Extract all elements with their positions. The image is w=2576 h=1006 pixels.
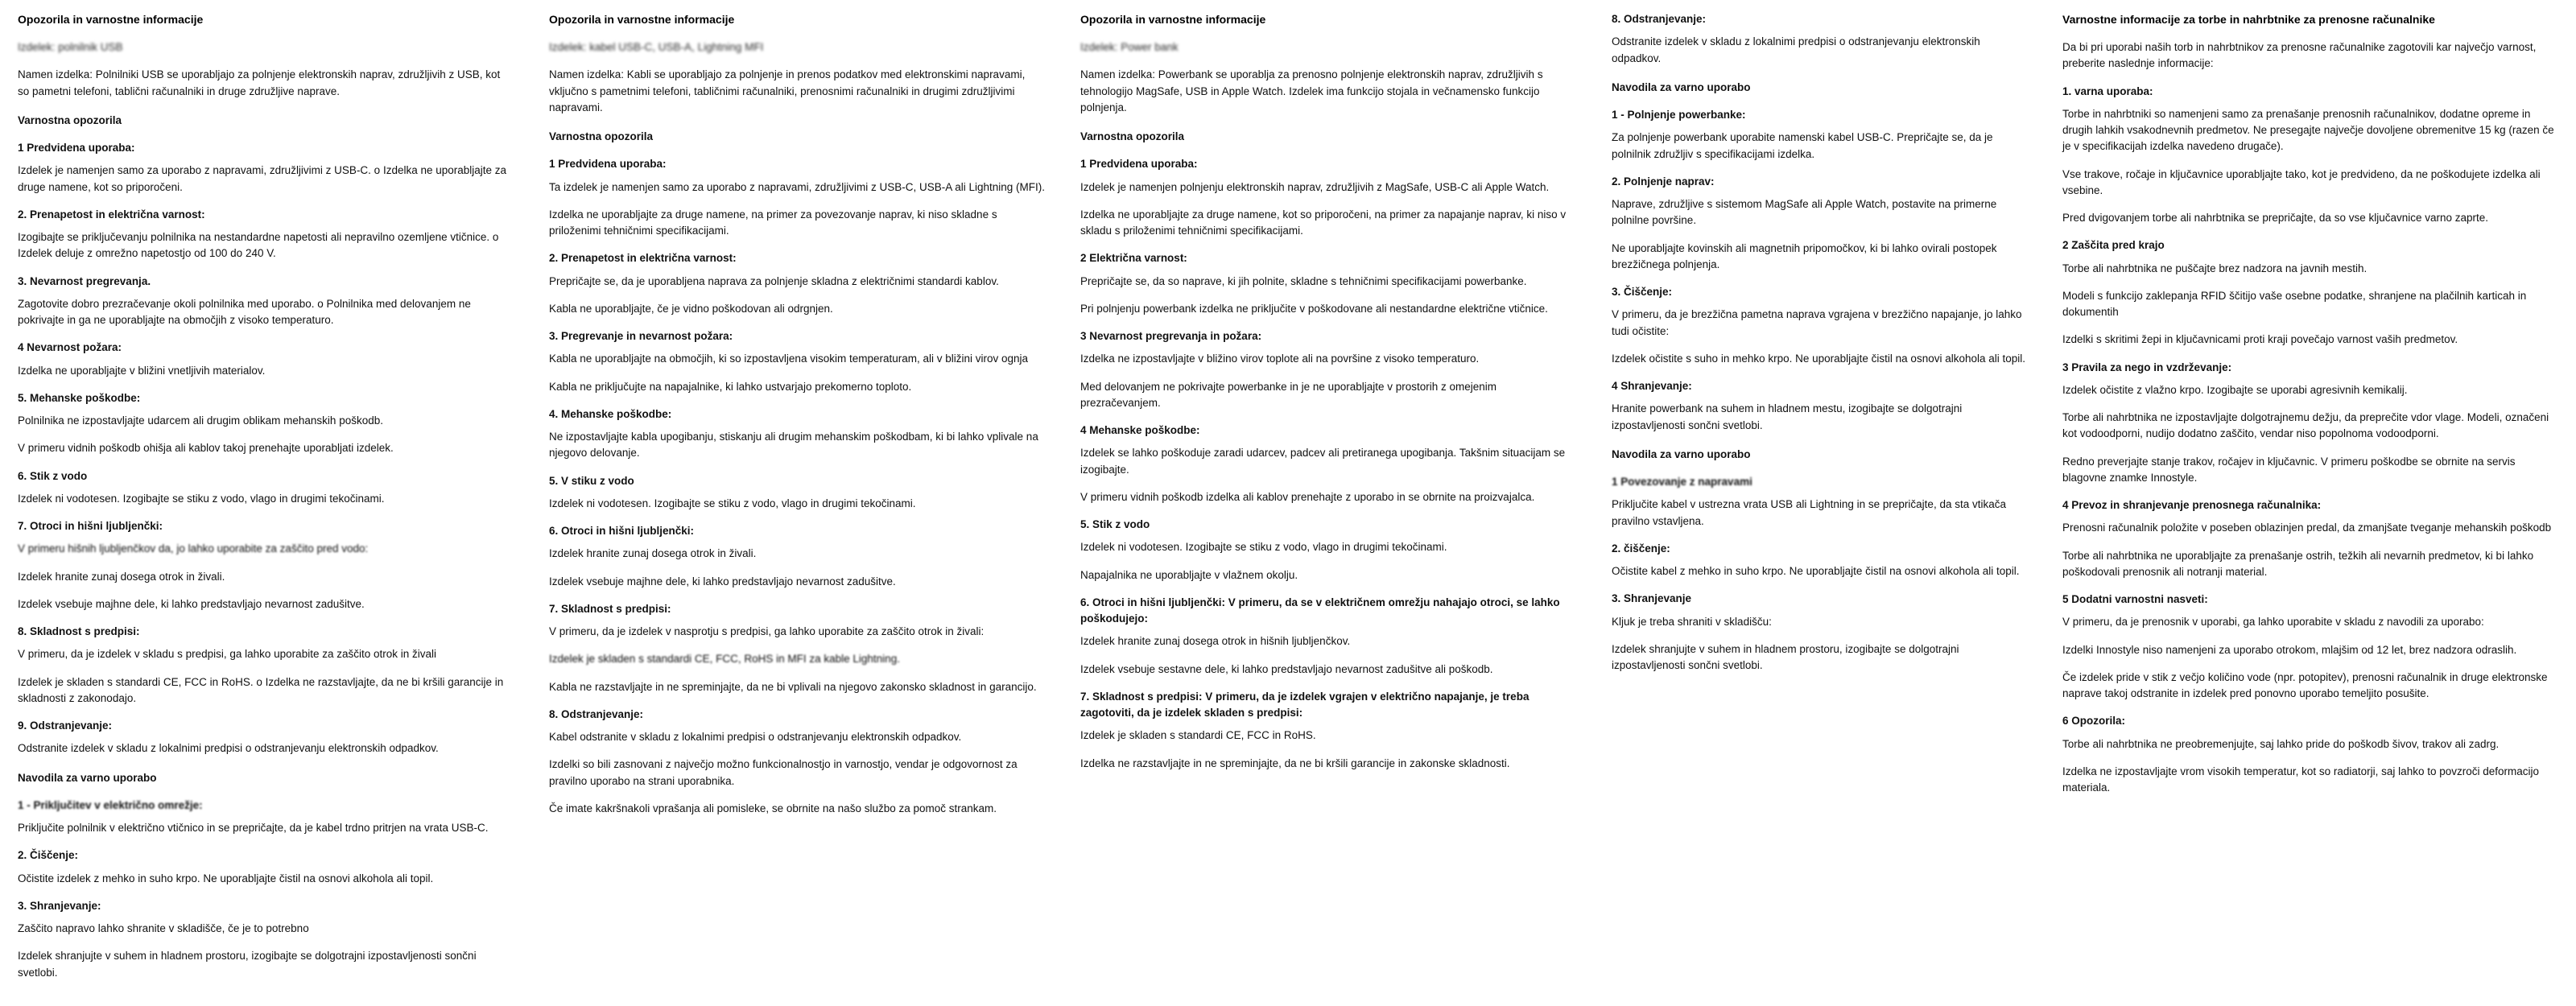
block-paragraph: Kabla ne razstavljajte in ne spreminjajte, da ne bi vplivali na njegovo zakonsko skladnost in garancijo. [549,680,1037,693]
block-paragraph: Torbe ali nahrbtnika ne preobremenjujte, saj lahko pride do poškodb šivov, trakov ali zadrg. [2062,737,2500,750]
usage-paragraph: Izdelek očistite s suho in mehko krpo. Ne uporabljajte čistil na osnovi alkohola ali topil. [1612,352,2026,365]
product-name-line: Izdelek: Power bank [1080,41,1179,53]
usage-heading: 1 - Priključitev v električno omrežje: [18,798,203,811]
block-heading: 2 Električna varnost: [1080,252,1187,265]
block-heading: 5 Dodatni varnostni nasveti: [2062,593,2208,605]
block-heading: 8. Odstranjevanje: [549,707,644,720]
block-paragraph: Izdelek ni vodotesen. Izogibajte se stiku z vodo, vlago in drugimi tekočinami. [18,492,385,505]
block-heading: 5. Mehanske poškodbe: [18,391,141,404]
usage-paragraph: Kljuk je treba shraniti v skladišču: [1612,615,1772,628]
block-paragraph: Odstranite izdelek v skladu z lokalnimi predpisi o odstranjevanju elektronskih odpadkov. [18,742,439,755]
usage-paragraph: Izdelek shranjujte v suhem in hladnem prostoru, izogibajte se dolgotrajni izpostavljenosti sončni svetlobi. [18,950,477,979]
usage-heading: 1 Povezovanje z napravami [1612,476,1752,488]
block-paragraph: Torbe ali nahrbtnika ne izpostavljajte dolgotrajnemu dežju, da preprečite vdor vlage. Modeli, označeni kot vodoodporni, nudijo dodatno zaščito, vendar niso popolnoma vodoodporni. [2062,411,2549,440]
safety-warnings-heading: Varnostna opozorila [549,130,654,142]
block-paragraph: Izdelek je namenjen samo za uporabo z napravami, združljivimi z USB-C. o Izdelka ne uporabljajte za druge namene, kot so priporočeni. [18,164,507,193]
usage-paragraph: Priključite polnilnik v električno vtičnico in se prepričajte, da je kabel trdno pritrjen na vrata USB-C. [18,822,489,834]
product-name-line: Izdelek: polnilnik USB [18,41,123,53]
block-heading: 1 Predvidena uporaba: [18,142,135,154]
usage-paragraph: Hranite powerbank na suhem in hladnem mestu, izogibajte se dolgotrajni izpostavljenosti sončni svetlobi. [1612,402,1963,431]
block-paragraph: V primeru, da je prenosnik v uporabi, ga lahko uporabite v skladu z navodili za uporabo: [2062,616,2484,629]
block-heading: 2. Prenapetost in električna varnost: [18,208,205,221]
block-paragraph: V primeru, da je izdelek v nasprotju s predpisi, ga lahko uporabite za zaščito otrok in živali: [549,625,985,637]
block-heading: 9. Odstranjevanje: [18,719,113,732]
block-heading: 3. Nevarnost pregrevanja. [18,274,151,287]
usage-paragraph: Zaščito napravo lahko shranite v skladišče, če je to potrebno [18,922,309,934]
block-heading: 4 Mehanske poškodbe: [1080,424,1200,436]
block-heading: 3 Pravila za nego in vzdrževanje: [2062,361,2232,373]
block-paragraph: Izdelek ni vodotesen. Izogibajte se stiku z vodo, vlago in drugimi tekočinami. [549,497,916,509]
usage-heading: 4 Shranjevanje: [1612,380,1692,392]
block-paragraph: Izdelki Innostyle niso namenjeni za uporabo otrokom, mlajšim od 12 let, brez nadzora odraslih. [2062,643,2517,656]
block-paragraph: Kabel odstranite v skladu z lokalnimi predpisi o odstranjevanju elektronskih odpadkov. [549,731,962,743]
usage-heading: 3. Shranjevanje: [18,899,101,912]
block-heading: 1 Predvidena uporaba: [549,158,667,171]
block-heading: 6. Otroci in hišni ljubljenčki: [549,525,695,537]
block-heading: 7. Skladnost s predpisi: V primeru, da je izdelek vgrajen v električno napajanje, je treba zagotoviti, da je izdelek skladen s predpisi: [1080,690,1530,719]
block-paragraph: Prenosni računalnik položite v poseben oblazinjen predal, da zmanjšate tveganje mehanskih poškodb [2062,522,2552,534]
block-heading: 5. V stiku z vodo [549,474,634,487]
block-paragraph: Med delovanjem ne pokrivajte powerbanke in je ne uporabljajte v prostorih z omejenim prezračevanjem. [1080,380,1497,409]
block-paragraph: Prepričajte se, da je uporabljena naprava za polnjenje skladna z električnimi standardi kablov. [549,274,999,287]
block-paragraph: Če izdelek pride v stik z večjo količino vode (npr. potopitev), prenosni računalnik in druge elektronske naprave takoj odstranite in izdelek pred ponovno uporabo temeljito posušite. [2062,670,2548,699]
block-paragraph: Izdelek hranite zunaj dosega otrok in hišnih ljubljenčkov. [1080,635,1351,648]
usage-instructions-heading: Navodila za varno uporabo [1612,80,1751,93]
block-paragraph: Izdelek se lahko poškoduje zaradi udarcev, padcev ali pretiranega upogibanja. Takšnim situacijam se izogibajte. [1080,447,1566,476]
block-heading: 6. Otroci in hišni ljubljenčki: V primeru, da se v električnem omrežju nahajajo otroci, se lahko poškodujejo: [1080,596,1560,625]
block-paragraph: Odstranite izdelek v skladu z lokalnimi predpisi o odstranjevanju elektronskih odpadkov. [1612,35,1980,64]
block-paragraph: Ne izpostavljajte kabla upogibanju, stiskanju ali drugim mehanskim poškodbam, ki bi lahko vplivale na njegovo delovanje. [549,431,1038,460]
column-powerbank [1063,11,1594,783]
usage-heading: 1 - Polnjenje powerbanke: [1612,109,1746,121]
block-paragraph: Izogibajte se priključevanju polnilnika na nestandardne napetosti ali nepravilno ozemljene vtičnice. o Izdelek deluje z omrežno napetostjo od 100 do 240 V. [18,231,499,260]
block-paragraph: Izdelka ne uporabljajte v bližini vnetljivih materialov. [18,364,266,377]
usage-paragraph: Za polnjenje powerbank uporabite namenski kabel USB-C. Prepričajte se, da je polnilnik združljiv s specifikacijami izdelka. [1612,131,1993,160]
usage-paragraph: Očistite izdelek z mehko in suho krpo. Ne uporabljajte čistil na osnovi alkohola ali topil. [18,872,434,884]
block-heading: 5. Stik z vodo [1080,518,1150,530]
block-paragraph: Izdelek vsebuje majhne dele, ki lahko predstavljajo nevarnost zadušitve. [18,597,365,610]
block-paragraph: Redno preverjajte stanje trakov, ročajev in ključavnic. V primeru poškodbe se obrnite na servis blagovne znamke Innostyle. [2062,455,2516,484]
product-purpose: Namen izdelka: Kabli se uporabljajo za polnjenje in prenos podatkov med elektronskimi napravami, vključno s pametnimi telefoni, tabličnimi računalniki, prenosnimi računalniki in drugimi združljivimi napravami. [549,68,1026,113]
block-heading: 6 Opozorila: [2062,715,2126,728]
block-paragraph: Kabla ne uporabljajte, če je vidno poškodovan ali odrgnjen. [549,302,833,315]
block-paragraph: V primeru, da je izdelek v skladu s predpisi, ga lahko uporabite za zaščito otrok in živali [18,648,437,661]
block-heading: 1. varna uporaba: [2062,85,2153,97]
usage-paragraph: V primeru, da je brezžična pametna naprava vgrajena v brezžično napajanje, jo lahko tudi očistite: [1612,308,2022,337]
block-heading: 4 Prevoz in shranjevanje prenosnega računalnika: [2062,499,2322,511]
block-paragraph: Kabla ne uporabljajte na območjih, ki so izpostavljena visokim temperaturam, ali v bližini virov ognja [549,353,1029,365]
block-heading: 6. Stik z vodo [18,469,88,482]
product-purpose: Namen izdelka: Polnilniki USB se uporabljajo za polnjenje elektronskih naprav, združljivih z USB, kot so pametni telefoni, tablični računalniki in druge združljive naprave. [18,68,501,97]
block-paragraph: Izdelek je skladen s standardi CE, FCC in RoHS. [1080,729,1316,742]
block-paragraph: Zagotovite dobro prezračevanje okoli polnilnika med uporabo. o Polnilnika med delovanjem ne pokrivajte in ga ne uporabljajte na območjih z visoko temperaturo. [18,297,471,326]
usage-heading: 2. čiščenje: [1612,542,1670,555]
footer-paragraph: Če imate kakršnakoli vprašanja ali pomisleke, se obrnite na našo službo za pomoč strankam. [549,802,997,814]
block-paragraph: Izdelka ne uporabljajte za druge namene, kot so priporočeni, na primer za napajanje naprav, ki niso v skladu s priloženimi tehničnimi specifikacijami. [1080,208,1567,237]
block-paragraph: Modeli s funkcijo zaklepanja RFID ščitijo vaše osebne podatke, shranjene na plačilnih karticah in dokumentih [2062,289,2527,318]
block-heading: 4 Nevarnost požara: [18,341,122,354]
block-paragraph: V primeru vidnih poškodb izdelka ali kablov prenehajte z uporabo in se obrnite na proizvajalca. [1080,490,1535,503]
product-purpose: Da bi pri uporabi naših torb in nahrbtnikov za prenosne računalnike zagotovili kar največjo varnost, preberite naslednje informacije: [2062,41,2537,70]
block-paragraph: Pred dvigovanjem torbe ali nahrbtnika se prepričajte, da so vse ključavnice varno zaprte. [2062,212,2489,224]
block-paragraph: Izdelek je skladen s standardi CE, FCC, RoHS in MFI za kable Lightning. [549,653,900,666]
block-paragraph: Izdelek hranite zunaj dosega otrok in živali. [549,547,757,560]
block-paragraph: Izdelek vsebuje majhne dele, ki lahko predstavljajo nevarnost zadušitve. [549,575,896,588]
block-paragraph: Polnilnika ne izpostavljajte udarcem ali drugim oblikam mehanskih poškodb. [18,414,383,427]
block-heading: 7. Skladnost s predpisi: [549,602,671,615]
block-paragraph: Izdelka ne izpostavljajte vrom visokih temperatur, kot so radiatorji, saj lahko to povzroči deformacijo materiala. [2062,765,2540,794]
usage-instructions-heading-2: Navodila za varno uporabo [1612,447,1751,460]
usage-heading: 3. Shranjevanje [1612,592,1692,605]
block-paragraph: Pri polnjenju powerbank izdelka ne priključite v poškodovane ali nestandardne električne vtičnice. [1080,302,1548,315]
safety-warnings-heading: Varnostna opozorila [1080,130,1185,142]
block-paragraph: Napajalnika ne uporabljajte v vlažnem okolju. [1080,568,1298,581]
safety-warnings-heading: Varnostna opozorila [18,113,122,126]
block-paragraph: Izdelek vsebuje sestavne dele, ki lahko predstavljajo nevarnost zadušitve ali poškodb. [1080,662,1493,675]
column-title: Opozorila in varnostne informacije [549,13,735,26]
block-paragraph: Kabla ne priključujte na napajalnike, ki lahko ustvarjajo prekomerno toploto. [549,380,912,393]
block-paragraph: Torbe ali nahrbtnika ne puščajte brez nadzora na javnih mestih. [2062,262,2368,274]
usage-paragraph: Izdelek shranjujte v suhem in hladnem prostoru, izogibajte se dolgotrajni izpostavljenosti sončni svetlobi. [1612,642,1959,671]
block-paragraph: Ta izdelek je namenjen samo za uporabo z napravami, združljivimi z USB-C, USB-A ali Lightning (MFI). [549,180,1045,193]
block-paragraph: Izdelek očistite z vlažno krpo. Izogibajte se uporabi agresivnih kemikalij. [2062,383,2408,396]
block-paragraph: Izdelki s skritimi žepi in ključavnicami proti kraji povečajo varnost vaših predmetov. [2062,333,2458,346]
usage-instructions-heading: Navodila za varno uporabo [18,771,157,784]
block-paragraph: Prepričajte se, da so naprave, ki jih polnite, skladne s tehničnimi specifikacijami powerbanke. [1080,274,1527,287]
product-name-line: Izdelek: kabel USB-C, USB-A, Lightning MFI [549,41,764,53]
column-title: Opozorila in varnostne informacije [1080,13,1266,26]
block-heading: 3 Nevarnost pregrevanja in požara: [1080,330,1262,342]
block-paragraph: Izdelek hranite zunaj dosega otrok in živali. [18,570,225,583]
block-paragraph: Izdelka ne izpostavljajte v bližino virov toplote ali na površine z visoko temperaturo. [1080,353,1480,365]
block-paragraph: Izdelek je skladen s standardi CE, FCC in RoHS. o Izdelka ne razstavljajte, da ne bi kršili garancije in skladnosti z zakonodajo. [18,675,504,704]
block-paragraph: Torbe in nahrbtniki so namenjeni samo za prenašanje prenosnih računalnikov, dodatne opreme in drugih lahkih vsakodnevnih predmetov. Ne presegajte največje dovoljene obremenitve 15 kg (razen če je v specifikacijah izdelka navedeno drugače). [2062,107,2554,153]
column-powerbank-continued [1594,11,2045,685]
block-paragraph: V primeru hišnih ljubljenčkov da, jo lahko uporabite za zaščito pred vodo: [18,542,369,555]
usage-heading: 2. Čiščenje: [18,849,79,862]
column-title: Opozorila in varnostne informacije [18,13,204,26]
block-heading: 7. Otroci in hišni ljubljenčki: [18,520,163,532]
column-charger [0,11,531,992]
block-heading: 2 Zaščita pred krajo [2062,239,2165,252]
block-heading: 3. Pregrevanje in nevarnost požara: [549,330,733,342]
usage-paragraph: Priključite kabel v ustrezna vrata USB ali Lightning in se prepričajte, da sta vtikača pravilno vstavljena. [1612,498,2006,527]
block-paragraph: Izdelka ne uporabljajte za druge namene, na primer za povezovanje naprav, ki niso skladne s priloženimi tehničnimi specifikacijami. [549,208,997,237]
block-heading: 4. Mehanske poškodbe: [549,407,672,420]
block-paragraph: Torbe ali nahrbtnika ne uporabljajte za prenašanje ostrih, težkih ali nevarnih predmetov, ki bi lahko poškodovali prenosnik ali notranji material. [2062,549,2534,578]
block-heading: 8. Odstranjevanje: [1612,13,1707,25]
usage-paragraph: Očistite kabel z mehko in suho krpo. Ne uporabljajte čistil na osnovi alkohola ali topil. [1612,565,2020,577]
usage-paragraph: Ne uporabljajte kovinskih ali magnetnih pripomočkov, ki bi lahko ovirali postopek brezžičnega polnjenja. [1612,241,1997,270]
block-heading: 8. Skladnost s predpisi: [18,625,140,637]
column-cable [531,11,1063,828]
block-heading: 1 Predvidena uporaba: [1080,158,1198,171]
usage-paragraph: Naprave, združljive s sistemom MagSafe ali Apple Watch, postavite na primerne polnilne površine. [1612,198,1997,227]
block-heading: 2. Prenapetost in električna varnost: [549,252,737,265]
block-paragraph: Izdelka ne razstavljajte in ne spreminjajte, da ne bi kršili garancije in zakonske skladnosti. [1080,757,1510,769]
column-title: Varnostne informacije za torbe in nahrbtnike za prenosne računalnike [2062,13,2435,26]
block-paragraph: Izdelek ni vodotesen. Izogibajte se stiku z vodo, vlago in drugimi tekočinami. [1080,541,1447,554]
block-paragraph: Izdelek je namenjen polnjenju elektronskih naprav, združljivih z MagSafe, USB-C ali Apple Watch. [1080,180,1550,193]
column-bags [2045,11,2576,807]
usage-heading: 2. Polnjenje naprav: [1612,175,1715,188]
footer-paragraph: Izdelki so bili zasnovani z največjo možno funkcionalnostjo in varnostjo, vendar je odgovornost za pravilno uporabo na strani uporabnika. [549,758,1018,787]
block-paragraph: Vse trakove, ročaje in ključavnice uporabljajte tako, kot je predvideno, da ne poškodujete izdelka ali vsebine. [2062,167,2541,196]
usage-heading: 3. Čiščenje: [1612,286,1673,298]
block-paragraph: V primeru vidnih poškodb ohišja ali kablov takoj prenehajte uporabljati izdelek. [18,442,394,455]
product-purpose: Namen izdelka: Powerbank se uporablja za prenosno polnjenje elektronskih naprav, združljivih s tehnologijo MagSafe, USB in Apple Watch. Izdelek ima funkcijo stojala in večnamensko funkcijo polnjenja. [1080,68,1543,113]
